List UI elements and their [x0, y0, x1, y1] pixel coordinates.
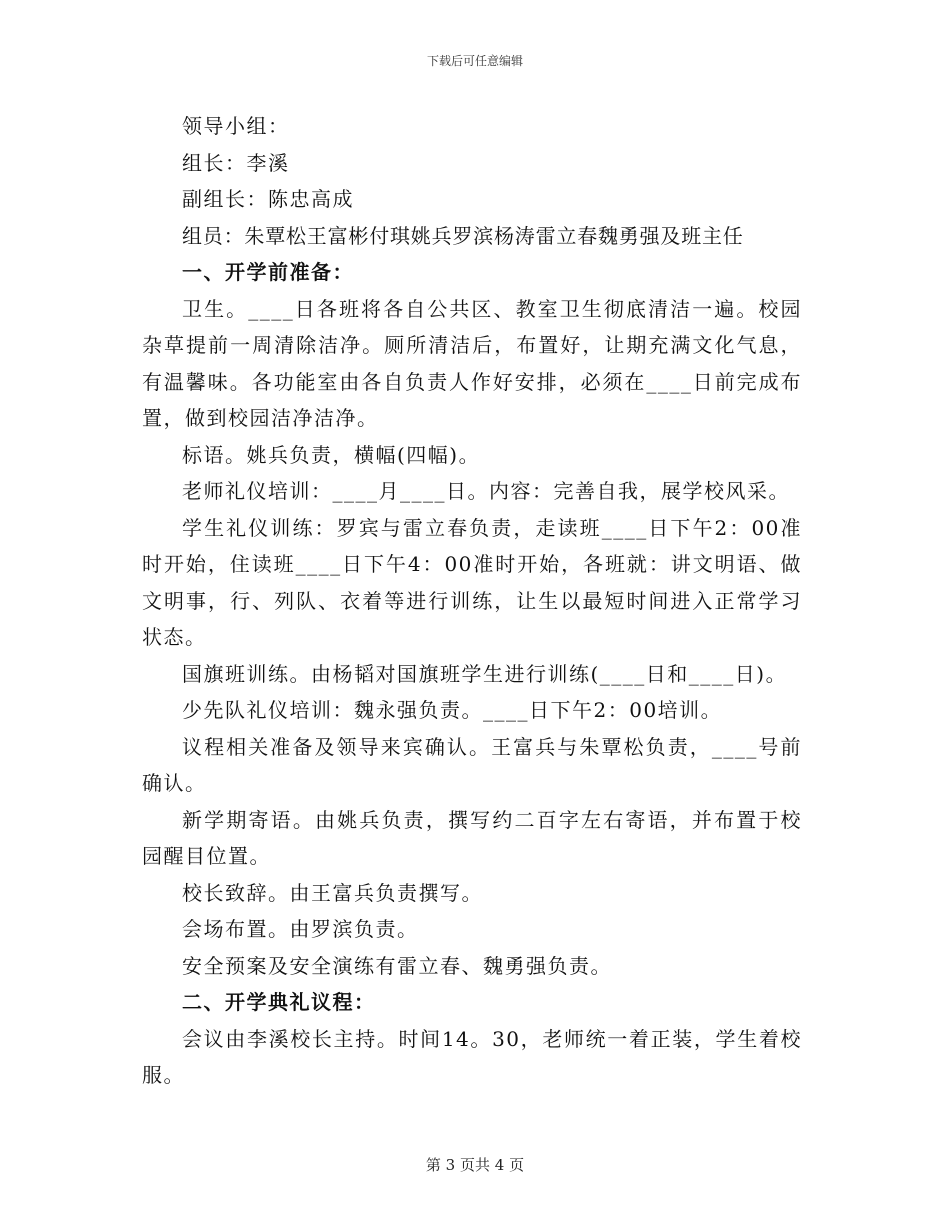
paragraph: 副组长：陈忠高成	[182, 187, 354, 211]
paragraph: 领导小组：	[182, 114, 290, 138]
document-body	[142, 108, 802, 1094]
paragraph: 卫生。____日各班将各自公共区、教室卫生彻底清洁一遍。校园杂草提前一周清除洁净。厕所清洁后，布置好，让期充满文化气息，有温馨味。各功能室由各自负责人作好安排，必须在____日前完成布置，做到校园洁净洁净。	[142, 296, 802, 430]
paragraph: 校长致辞。由王富兵负责撰写。	[182, 880, 483, 905]
paragraph: 老师礼仪培训：____月____日。内容：完善自我，展学校风采。	[182, 479, 790, 503]
section-heading: 二、开学典礼议程：	[182, 990, 376, 1014]
paragraph: 国旗班训练。由杨韬对国旗班学生进行训练(____日和____日)。	[182, 661, 788, 686]
paragraph: 组员：朱覃松王富彬付琪姚兵罗滨杨涛雷立春魏勇强及班主任	[182, 223, 744, 248]
paragraph: 少先队礼仪培训：魏永强负责。____日下午2：00培训。	[182, 698, 723, 722]
paragraph: 会场布置。由罗滨负责。	[182, 917, 419, 941]
paragraph: 标语。姚兵负责，横幅(四幅)。	[182, 442, 481, 467]
paragraph: 学生礼仪训练：罗宾与雷立春负责，走读班____日下午2：00准时开始，住读班____日下午4：00准时开始，各班就：讲文明语、做文明事，行、列队、衣着等进行训练，让生以最短时间进入正常学习状态。	[142, 515, 802, 649]
paragraph: 会议由李溪校长主持。时间14。30，老师统一着正装，学生着校服。	[142, 1026, 802, 1087]
paragraph: 安全预案及安全演练有雷立春、魏勇强负责。	[182, 953, 612, 978]
page-footer: 第 3 页共 4 页	[425, 1156, 525, 1174]
page-header: 下载后可任意编辑	[426, 54, 523, 68]
paragraph: 议程相关准备及领导来宾确认。王富兵与朱覃松负责，____号前确认。	[142, 734, 802, 795]
paragraph: 组长：李溪	[182, 150, 290, 175]
paragraph: 新学期寄语。由姚兵负责，撰写约二百字左右寄语，并布置于校园醒目位置。	[142, 807, 802, 868]
section-heading: 一、开学前准备：	[182, 260, 354, 284]
